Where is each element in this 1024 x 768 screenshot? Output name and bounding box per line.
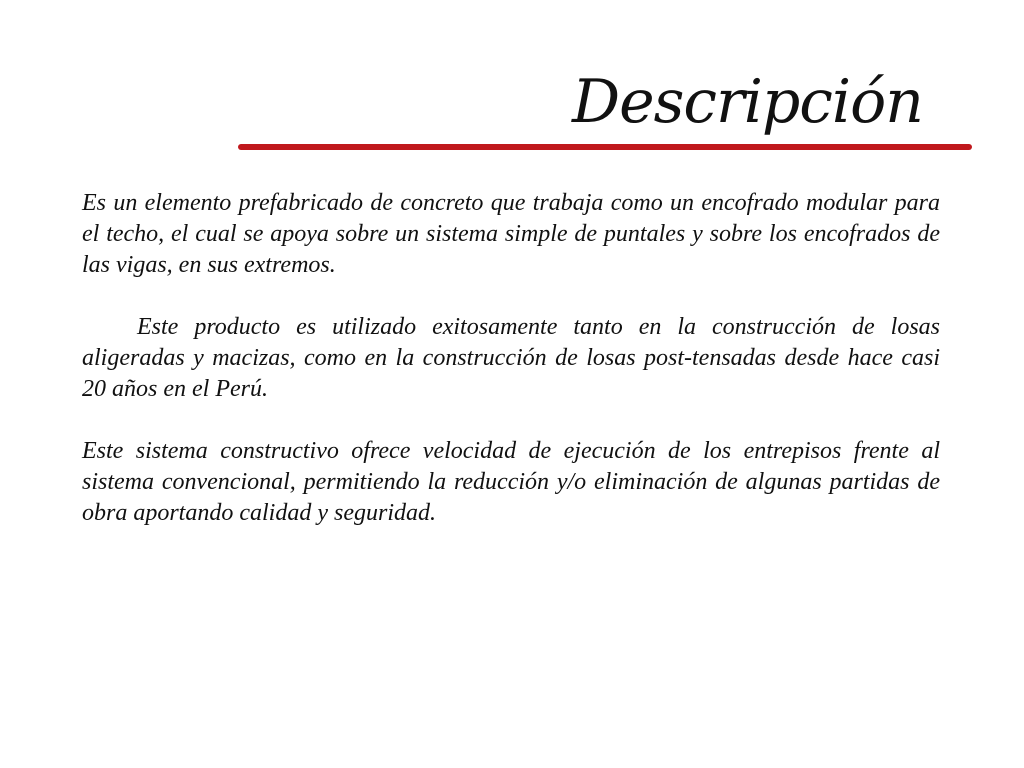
title-underline: [238, 144, 972, 150]
paragraph-usage: Este producto es utilizado exitosamente tanto en la construcción de losas aligeradas y macizas, como en la construcción de losas post-tensadas desde hace casi 20 años en el Perú.: [82, 314, 940, 402]
slide-title: Descripción: [572, 67, 923, 137]
paragraph-benefits: Este sistema constructivo ofrece velocidad de ejecución de los entrepisos frente al sistema convencional, permitiendo la reducción y/o eliminación de algunas partidas de obra aportando calidad y seguridad.: [82, 438, 940, 526]
slide-body: [82, 188, 940, 529]
paragraph-spacer: [82, 281, 940, 312]
paragraph-description: Es un elemento prefabricado de concreto que trabaja como un encofrado modular para el techo, el cual se apoya sobre un sistema simple de puntales y sobre los encofrados de las vigas, en sus extremos.: [82, 190, 940, 278]
paragraph-spacer: [82, 405, 940, 436]
